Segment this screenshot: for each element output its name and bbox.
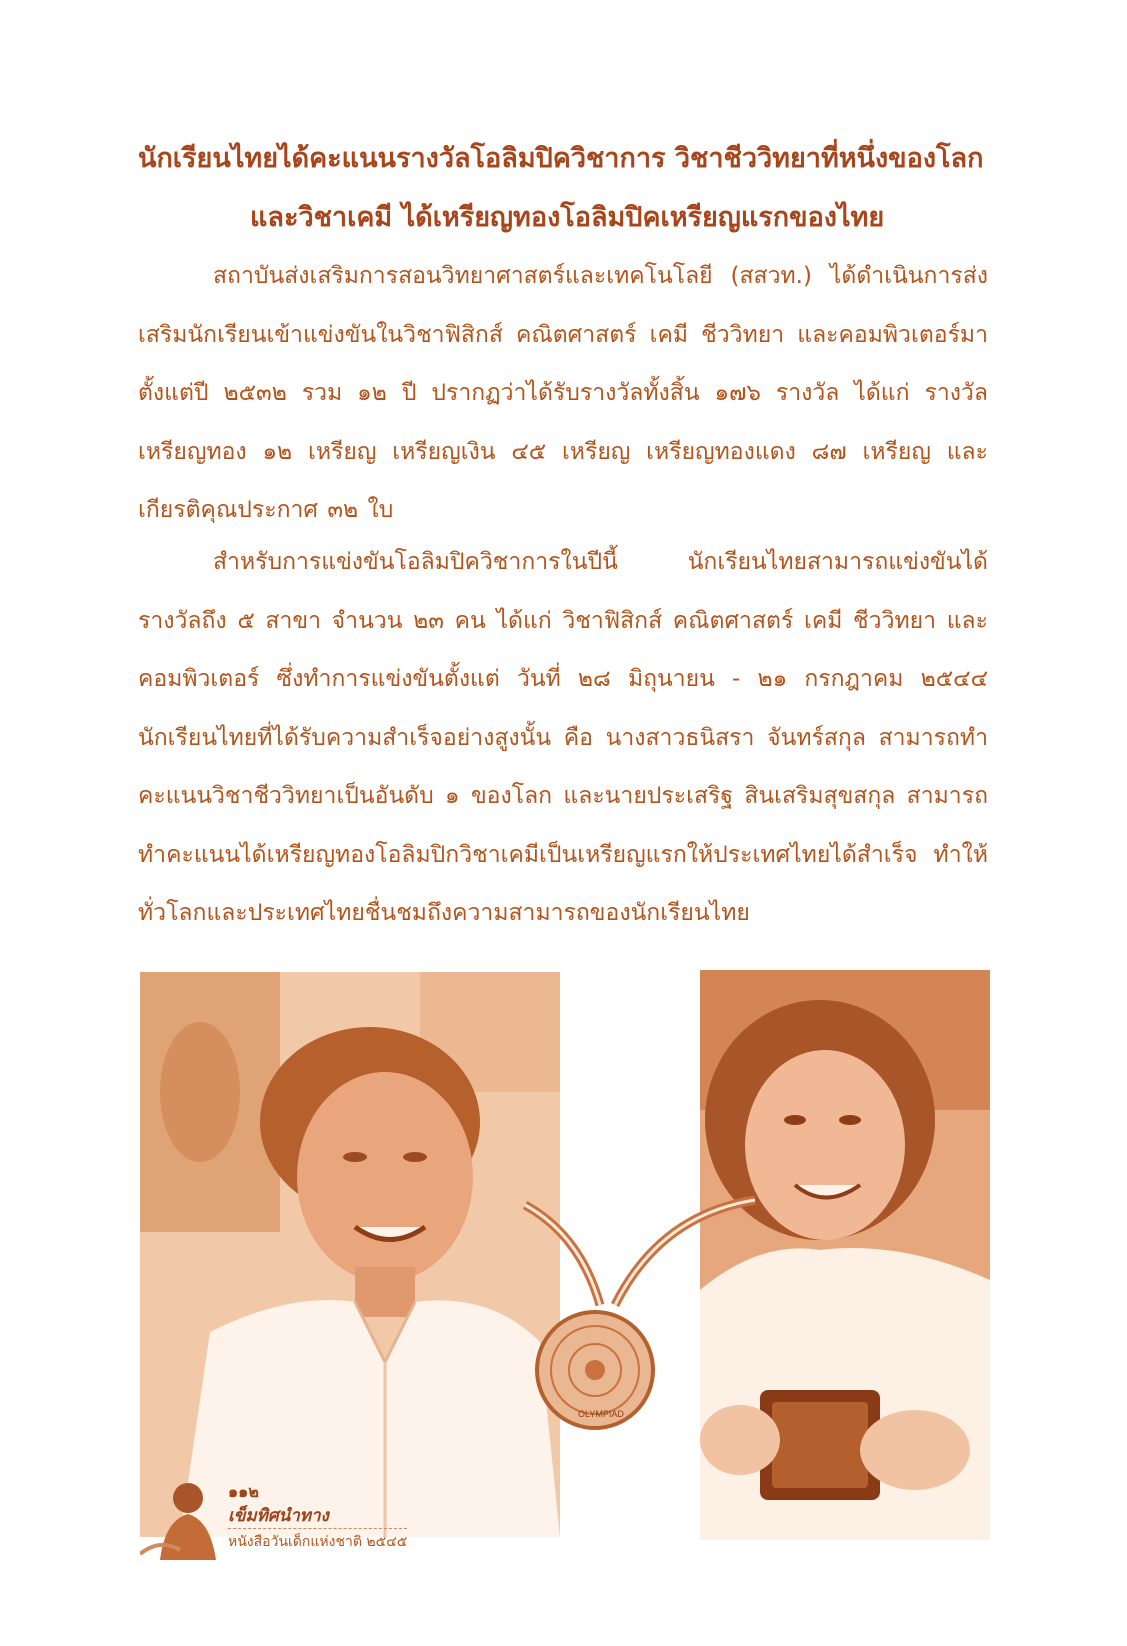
medal-inscription: OLYMPIAD: [578, 1409, 624, 1419]
student-photo-left-illustration: [140, 972, 560, 1537]
article-paragraph-2: [138, 533, 988, 943]
series-title: เข็มทิศนำทาง: [228, 1506, 329, 1526]
student-photo-left: [140, 972, 560, 1537]
medal-with-ribbon: [520, 1195, 760, 1435]
page-number: ๑๑๒: [228, 1482, 259, 1501]
paragraph-2-text: สำหรับการแข่งขันโอลิมปิควิชาการในปีนี้ นักเรียนไทยสามารถแข่งขันได้รางวัลถึง ๕ สาขา จำนวน ๒๓ คน ได้แก่ วิชาฟิสิกส์ คณิตศาสตร์ เคมี ชีววิทยา และคอมพิวเตอร์ ซึ่งทำการแข่งขันตั้งแต่ วันที่ ๒๘ มิถุนายน - ๒๑ กรกฎาคม ๒๕๔๔ นักเรียนไทยที่ได้รับความสำเร็จอย่างสูงนั้น คือ นางสาวธนิสรา จันทร์สกุล สามารถทำคะแนนวิชาชีววิทยาเป็นอันดับ ๑ ของโลก และนายประเสริฐ สินเสริมสุขสกุล สามารถทำคะแนนได้เหรียญทองโอลิมปิกวิชาเคมีเป็นเหรียญแรกให้ประเทศไทยได้สำเร็จ ทำให้ทั่วโลกและประเทศไทยชื่นชมถึงความสามารถของนักเรียนไทย: [138, 549, 988, 926]
book-title: หนังสือวันเด็กแห่งชาติ ๒๕๔๕: [228, 1528, 407, 1553]
medal-icon: [520, 1195, 760, 1435]
child-reading-icon: [140, 1480, 222, 1560]
article-heading-line-2: และวิชาเคมี ได้เหรียญทองโอลิมปิคเหรียญแรกของไทย: [250, 202, 885, 233]
paragraph-1-text: สถาบันส่งเสริมการสอนวิทยาศาสตร์และเทคโนโลยี (สสวท.) ได้ดำเนินการส่งเสริมนักเรียนเข้าแข่งขันในวิชาฟิสิกส์ คณิตศาสตร์ เคมี ชีววิทยา และคอมพิวเตอร์มาตั้งแต่ปี ๒๕๓๒ รวม ๑๒ ปี ปรากฏว่าได้รับรางวัลทั้งสิ้น ๑๗๖ รางวัล ได้แก่ รางวัลเหรียญทอง ๑๒ เหรียญ เหรียญเงิน ๔๕ เหรียญ เหรียญทองแดง ๘๗ เหรียญ และเกียรติคุณประกาศ ๓๒ ใบ: [138, 263, 988, 523]
page-footer: [140, 1480, 460, 1560]
article-heading-line-1: นักเรียนไทยได้คะแนนรางวัลโอลิมปิควิชาการ วิชาชีววิทยาที่หนึ่งของโลก: [138, 143, 984, 174]
article-paragraph-1: [138, 247, 988, 540]
